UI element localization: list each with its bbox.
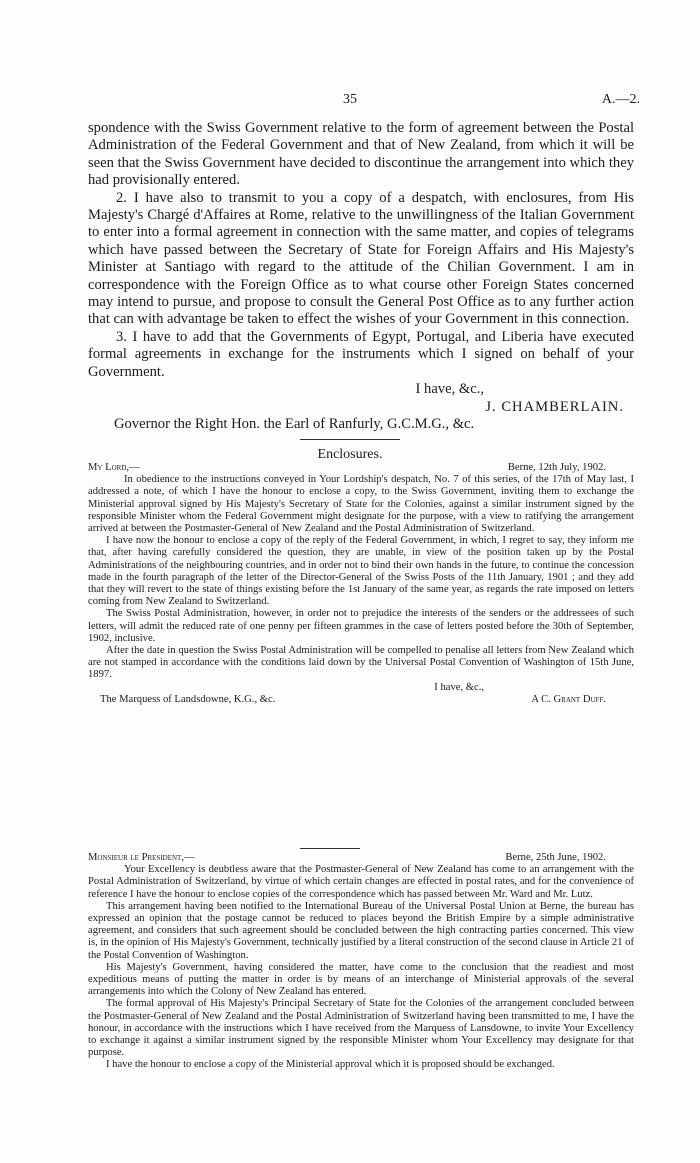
page-header: [0, 92, 700, 112]
letter1-signatory: A C. Grant Duff.: [531, 693, 606, 705]
main-letter-body: [88, 120, 634, 433]
letter1-paragraph: The Swiss Postal Administration, however, in order not to prejudice the interests of the senders or the addressees of such letters, will admit the reduced rate of one penny per fifteen grammes in the case of letters posted before the 30th of September, 1902, inclusive.: [88, 608, 634, 644]
letter2-paragraph: This arrangement having been notified to the International Bureau of the Universal Postal Union at Berne, the bureau has expressed an opinion that the postage cannot be reduced to places beyond the British Empire by a simple administrative agreement, and considers that such agreement should be concluded between the high contracting parties concerned. This view is, in the opinion of His Majesty's Government, technically justified by a literal construction of the second clause in Article 21 of the Postal Convention of Washington.: [88, 900, 634, 961]
enclosure-letter-1: [88, 462, 634, 706]
enclosures-heading: Enclosures.: [317, 447, 383, 462]
sign-off: I have, &c.,: [415, 381, 484, 398]
document-reference: A.—2.: [601, 92, 640, 107]
place-date: Berne, 25th June, 1902.: [505, 852, 606, 863]
letter1-paragraph: I have now the honour to enclose a copy of the reply of the Federal Government, in which, I regret to say, they inform me that, after having carefully considered the question, they are unable, in view of the position taken up by the Postal Administrations of the neighbouring countries, and in order not to bind their own hands in the future, to continue the concession made in the fourth paragraph of the letter of the Director-General of the Swiss Posts of the 11th January, 1901 ; and they add that they will revert to the state of things existing before the 1st January of the same year, as regards the rate imposed on letters coming from New Zealand to Switzerland.: [88, 535, 634, 608]
paragraph-2: 2. I have also to transmit to you a copy of a despatch, with enclosures, from His Majesty's Chargé d'Affaires at Rome, relative to the unwillingness of the Italian Government to enter into a formal agreement in connection with the same matter, and copies of telegrams which have passed between the Secretary of State for Foreign Affairs and His Majesty's Minister at Santiago with regard to the attitude of the Chilian Government. I am in correspondence with the Foreign Office as to what course other Foreign States concerned may intend to pursue, and propose to consult the General Post Office as to any further action that can with advantage be taken to effect the wishes of your Government in this connection.: [88, 189, 634, 328]
letter1-paragraph: After the date in question the Swiss Postal Administration will be compelled to penalise all letters from New Zealand which are not stamped in accordance with the conditions laid down by the Universal Postal Convention of Washington of 15th June, 1897.: [88, 645, 634, 681]
letter-divider: [300, 848, 360, 849]
paragraph-3: 3. I have to add that the Governments of Egypt, Portugal, and Liberia have executed formal agreements in exchange for the instruments which I signed on behalf of your Government.: [88, 328, 634, 380]
salutation: Monsieur le President,—: [88, 852, 195, 863]
letter2-paragraph: The formal approval of His Majesty's Principal Secretary of State for the Colonies of the arrangement concluded between the Postmaster-General of New Zealand and the Postal Administration of Switzerland having been transmitted to me, I have the honour, in accordance with the instructions which I have received from the Marquess of Lansdowne, to invite Your Excellency to exchange it against a similar instrument signed by the responsible Minister whom Your Excellency may designate for that purpose.: [88, 998, 634, 1059]
letter2-paragraph: His Majesty's Government, having considered the matter, have come to the conclusion that the readiest and most expeditious means of putting the matter in order is by means of an interchange of Ministerial approvals of the several arrangements into which the Colony of New Zealand has entered.: [88, 961, 634, 998]
addressee: Governor the Right Hon. the Earl of Ranfurly, G.C.M.G., &c.: [114, 415, 475, 432]
letter1-sign-off: I have, &c.,: [434, 681, 484, 693]
letter2-paragraph: I have the honour to enclose a copy of the Ministerial approval which it is proposed should be exchanged.: [106, 1059, 555, 1071]
page-number: 35: [343, 92, 357, 107]
enclosure-letter-2: [88, 852, 634, 1072]
signatory: J. CHAMBERLAIN.: [485, 398, 624, 415]
letter1-paragraph: In obedience to the instructions conveyed in Your Lordship's despatch, No. 7 of this series, of the 17th of May last, I addressed a note, of which I have the honour to enclose a copy, to the Swiss Government, inviting them to exchange the Ministerial approval signed by His Majesty's Secretary of State for the Colonies, against a similar instrument signed by the responsible Minister whom the Federal Government might designate for the purpose, with a view to ratifying the arrangement arrived at between the Postmaster-General of New Zealand and the Postal Administration of Switzerland.: [88, 474, 634, 534]
salutation: My Lord,—: [88, 462, 140, 473]
place-date: Berne, 12th July, 1902.: [507, 462, 606, 473]
letter1-addressee: The Marquess of Landsdowne, K.G., &c.: [100, 693, 276, 705]
letter2-paragraph: Your Excellency is deubtless aware that the Postmaster-General of New Zealand has come to an arrangement with the Postal Administration of Switzerland, by virtue of which certain changes are effected in postal rates, and for the convenience of reference I have the honour to enclose copies of the correspondence which has passed between Mr. Ward and Mr. Lutz.: [88, 864, 634, 900]
section-divider: [300, 439, 400, 440]
paragraph-continuation: spondence with the Swiss Government relative to the form of agreement between the Postal Administration of the Federal Government and that of New Zealand, from which it will be seen that the Swiss Government have decided to discontinue the arrangement into which they had provisionally entered.: [88, 120, 634, 189]
